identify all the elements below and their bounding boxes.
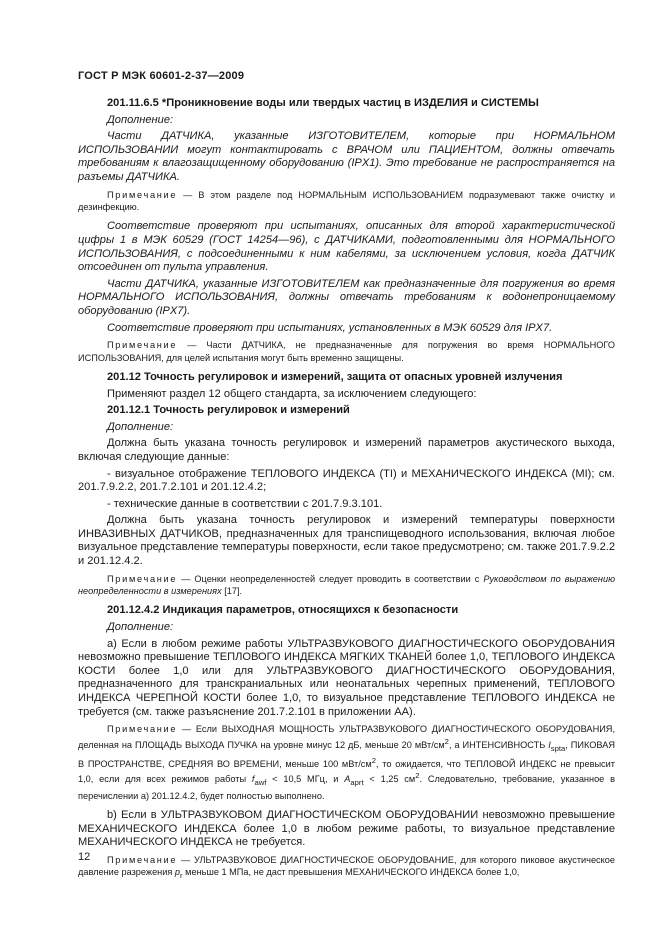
section-heading: 201.11.6.5 *Проникновение воды или твердых частиц в ИЗДЕЛИЯ и СИСТЕМЫ [107, 97, 539, 109]
paragraph: Части ДАТЧИКА, указанные ИЗГОТОВИТЕЛЕМ как предназначенные для погружения во время НОРМАЛЬНОГО ИСПОЛЬЗОВАНИЯ, должны отвечать требованиям к водонепроницаемому оборудованию (IPX7). [78, 277, 615, 317]
list-item: - визуальное отображение ТЕПЛОВОГО ИНДЕКСА (TI) и МЕХАНИЧЕСКОГО ИНДЕКСА (MI); см. 201.7.9.2.2, 201.7.2.101 и 201.12.4.2; [78, 467, 615, 494]
paragraph: b) Если в УЛЬТРАЗВУКОВОМ ДИАГНОСТИЧЕСКОМ ОБОРУДОВАНИИ невозможно превышение МЕХАНИЧЕСКОГО ИНДЕКСА более 1,0 в любом режиме работы, то визуальное представление МЕХАНИЧЕСКОГО ИНДЕКСА не требуется. [78, 809, 615, 849]
paragraph: Части ДАТЧИКА, указанные ИЗГОТОВИТЕЛЕМ, которые при НОРМАЛЬНОМ ИСПОЛЬЗОВАНИИ могут контактировать с ВРАЧОМ или ПАЦИЕНТОМ, должны отвечать требованиям к влагозащищенному оборудованию (IPX1). Это требование не распространяется на разъемы ДАТЧИКА. [78, 130, 615, 183]
subscript: spta [550, 743, 566, 753]
paragraph: Дополнение: [107, 113, 174, 126]
note [78, 854, 615, 883]
list-item: - технические данные в соответствии с 201.7.9.3.101. [107, 497, 383, 510]
section-heading: 201.12.4.2 Индикация параметров, относящихся к безопасности [107, 604, 459, 617]
page-number: 12 [78, 851, 91, 863]
note-text: — УЛЬТРАЗВУКОВОЕ ДИАГНОСТИЧЕСКОЕ ОБОРУДОВАНИЕ, для которого пиковое акустическое давление разрежения [78, 854, 615, 878]
note-text: — Оценки неопределенностей следует проводить в соответствии с [177, 573, 484, 584]
paragraph: Применяют раздел 12 общего стандарта, за исключением следующего: [107, 387, 477, 400]
note-label: Примечание [107, 340, 178, 351]
symbol: I [548, 739, 551, 750]
note-label: Примечание [107, 724, 178, 735]
note-label: Примечание [107, 573, 178, 584]
superscript: 2 [444, 736, 449, 746]
note [78, 573, 615, 598]
paragraph: Дополнение: [107, 420, 174, 433]
paragraph: a) Если в любом режиме работы УЛЬТРАЗВУКОВОГО ДИАГНОСТИЧЕСКОГО ОБОРУДОВАНИЯ невозможно превышение ТЕПЛОВОГО ИНДЕКСА МЯГКИХ ТКАНЕЙ более 1,0, ТЕПЛОВОГО ИНДЕКСА КОСТИ более 1,0 или для УЛЬТРАЗВУКОВОГО ДИАГНОСТИЧЕСКОГО ОБОРУДОВАНИЯ, предназначенного для транскраниальных или неонатальных черепных применений, ТЕПЛОВОГО ИНДЕКСА ЧЕРЕПНОЙ КОСТИ более 1,0, то визуальное представление ТЕПЛОВОГО ИНДЕКСА не требуется (см. также разъяснение 201.7.2.101 в приложении АА). [78, 637, 615, 718]
paragraph: Соответствие проверяют при испытаниях, описанных для второй характеристической цифры 1 в МЭК 60529 (ГОСТ 14254—96), с ДАТЧИКАМИ, подготовленными для НОРМАЛЬНОГО ИСПОЛЬЗОВАНИЯ, с подсоединенными к ним кабелями, за исключением условия, когда ДАТЧИК отсоединен от пульта управления. [78, 220, 615, 274]
note-text: — Если ВЫХОДНАЯ МОЩНОСТЬ УЛЬТРАЗВУКОВОГО ДИАГНОСТИЧЕСКОГО ОБОРУДОВАНИЯ, деленная на ПЛОЩАДЬ ВЫХОДА ПУЧКА на уровне минус 12 дБ, меньше 20 мВт/см [78, 724, 615, 750]
note-label: Примечание [107, 854, 178, 865]
symbol: p [174, 867, 181, 878]
paragraph: Должна быть указана точность регулировок и измерений параметров акустического выхода, включая следующие данные: [78, 437, 615, 463]
note-text: , а ИНТЕНСИВНОСТЬ [448, 739, 549, 750]
superscript: 2 [371, 755, 376, 765]
note-text: . Следовательно, требование, указанное в перечислении а) 201.12.4.2, будет полностью выполнено. [78, 774, 615, 801]
paragraph: Соответствие проверяют при испытаниях, установленных в МЭК 60529 для IPX7. [107, 321, 553, 334]
subscript: r [180, 871, 183, 881]
symbol: A [344, 774, 351, 785]
document-header: ГОСТ Р МЭК 60601-2-37—2009 [78, 70, 245, 82]
note [78, 723, 615, 802]
section-heading: 201.12.1 Точность регулировок и измерений [107, 404, 350, 417]
paragraph: Дополнение: [107, 621, 174, 634]
note-text: < 10,5 МГц, и [266, 774, 345, 785]
section-heading: 201.12 Точность регулировок и измерений, защита от опасных уровней излучения [107, 370, 563, 383]
note-text: — В этом разделе под НОРМАЛЬНЫМ ИСПОЛЬЗОВАНИЕМ подразумевают также очистку и дезинфекцию. [78, 189, 615, 212]
note-text: , то ожидается, что ТЕПЛОВОЙ ИНДЕКС не превысит 1,0, если для всех режимов работы [78, 758, 615, 785]
document-body [78, 97, 615, 890]
note-text: , ПИКОВАЯ В ПРОСТРАНСТВЕ, СРЕДНЯЯ ВО ВРЕМЕНИ, меньше 100 мВт/см [78, 739, 615, 769]
note [78, 339, 615, 364]
note-label: Примечание [107, 189, 178, 200]
note-citation: Руководством по выражению неопределенности в измерениях [78, 573, 615, 597]
subscript: awf [254, 778, 267, 788]
note-text: [17]. [221, 586, 243, 597]
paragraph: Должна быть указана точность регулировок и измерений температуры поверхности ИНВАЗИВНЫХ ДАТЧИКОВ, предназначенных для транспищеводного использования, включая любое визуальное представление температуры поверхности, если такое предусмотрено; см. также 201.7.9.2.2 и 201.12.4.2. [78, 514, 615, 568]
subscript: aprt [350, 778, 364, 788]
superscript: 2 [415, 771, 420, 781]
symbol: f [251, 774, 255, 785]
note-text: меньше 1 МПа, не даст превышения МЕХАНИЧЕСКОГО ИНДЕКСА более 1,0, [182, 867, 520, 878]
note [78, 189, 615, 214]
note-text: — Части ДАТЧИКА, не предназначенные для погружения во время НОРМАЛЬНОГО ИСПОЛЬЗОВАНИЯ, для целей испытания могут быть временно защищены. [78, 340, 615, 363]
note-text: < 1,25 см [363, 774, 416, 785]
